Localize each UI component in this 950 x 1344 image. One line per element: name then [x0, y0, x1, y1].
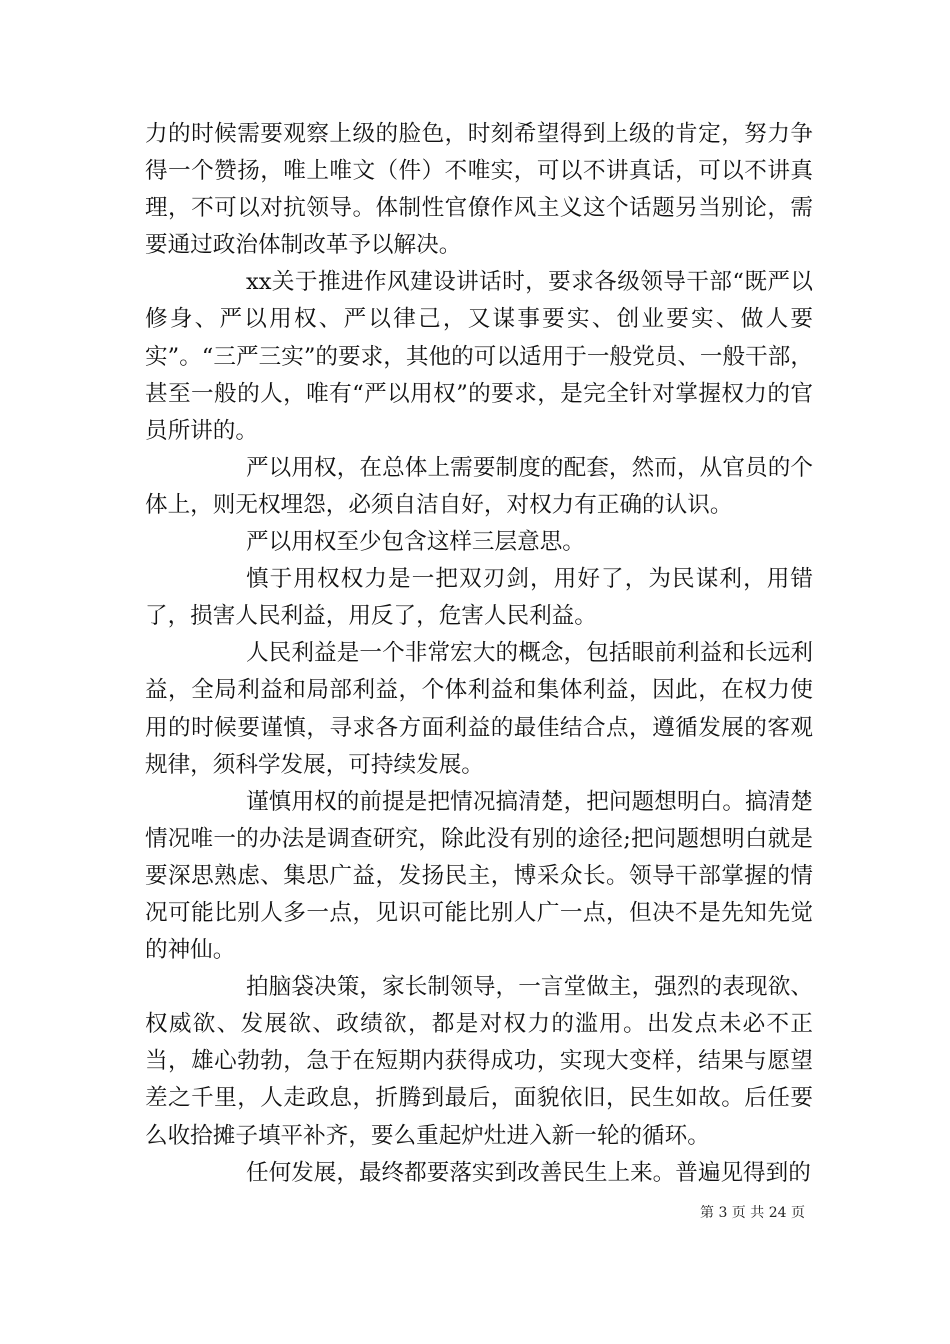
document-body — [145, 116, 813, 1192]
paragraph-continuation: 力的时候需要观察上级的脸色，时刻希望得到上级的肯定，努力争得一个赞扬，唯上唯文（件）不唯实，可以不讲真话，可以不讲真理，不可以对抗领导。体制性官僚作风主义这个话题另当别论，需要通过政治体制改革予以解决。 — [145, 121, 813, 259]
paragraph: 慎于用权权力是一把双刃剑，用好了，为民谋利，用错了，损害人民利益，用反了，危害人民利益。 — [145, 566, 813, 630]
paragraph: xx关于推进作风建设讲话时，要求各级领导干部“既严以修身、严以用权、严以律己，又谋事要实、创业要实、做人要实”。“三严三实”的要求，其他的可以适用于一般党员、一般干部，甚至一般的人，唯有“严以用权”的要求，是完全针对掌握权力的官员所讲的。 — [145, 269, 813, 444]
paragraph: 拍脑袋决策，家长制领导，一言堂做主，强烈的表现欲、权威欲、发展欲、政绩欲，都是对权力的滥用。出发点未必不正当，雄心勃勃，急于在短期内获得成功，实现大变样，结果与愿望差之千里，人走政息，折腾到最后，面貌依旧，民生如故。后任要么收拾摊子填平补齐，要么重起炉灶进入新一轮的循环。 — [145, 974, 813, 1149]
paragraph: 谨慎用权的前提是把情况搞清楚，把问题想明白。搞清楚情况唯一的办法是调查研究，除此没有别的途径;把问题想明白就是要深思熟虑、集思广益，发扬民主，博采众长。领导干部掌握的情况可能比别人多一点，见识可能比别人广一点，但决不是先知先觉的神仙。 — [145, 788, 813, 964]
paragraph: 任何发展，最终都要落实到改善民生上来。普遍见得到的 — [246, 1159, 811, 1186]
paragraph: 严以用权，在总体上需要制度的配套，然而，从官员的个体上，则无权埋怨，必须自洁自好，对权力有正确的认识。 — [145, 454, 813, 518]
paragraph: 严以用权至少包含这样三层意思。 — [246, 529, 585, 556]
paragraph: 人民利益是一个非常宏大的概念，包括眼前利益和长远利益，全局利益和局部利益，个体利益和集体利益，因此，在权力使用的时候要谨慎，寻求各方面利益的最佳结合点，遵循发展的客观规律，须科学发展，可持续发展。 — [145, 640, 813, 778]
page-number-footer: 第 3 页 共 24 页 — [700, 1205, 805, 1221]
